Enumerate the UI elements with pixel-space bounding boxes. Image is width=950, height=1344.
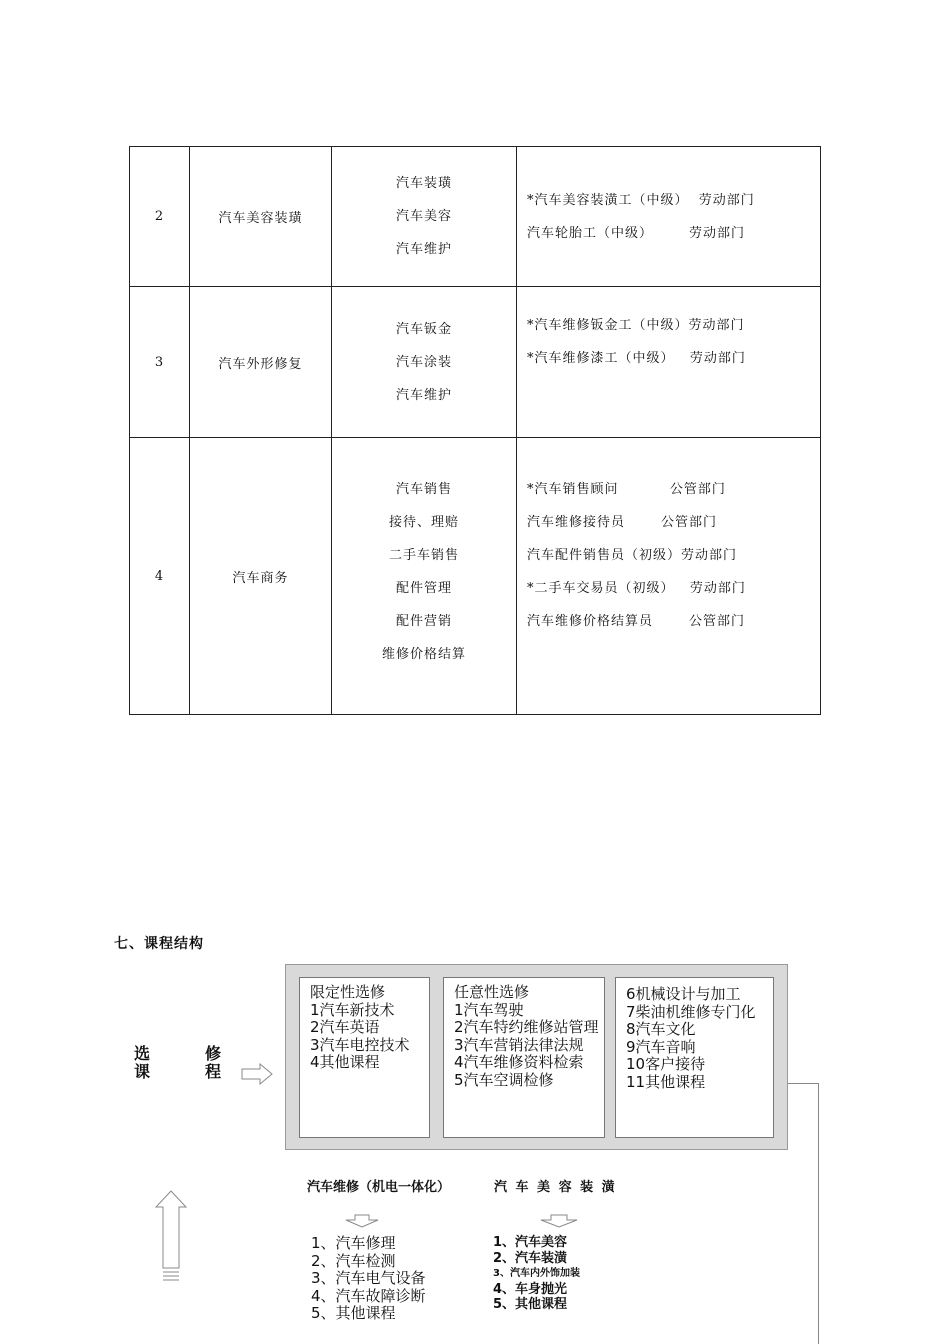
cert-item <box>527 184 820 217</box>
row-direction: 汽车美容装璜 <box>190 147 332 287</box>
track-course-list <box>311 1235 426 1323</box>
module-item: 汽车销售 <box>395 482 452 497</box>
elective-label-2b: 程 <box>205 1062 222 1081</box>
list-item: 3、汽车内外饰加装 <box>493 1268 580 1279</box>
course-item: 6机械设计与加工 <box>626 985 741 1003</box>
course-item: 4其他课程 <box>310 1053 380 1071</box>
elective-label-1b: 修 <box>205 1044 222 1063</box>
track-title-beauty: 汽 车 美 容 装 潢 <box>494 1180 617 1195</box>
course-item: 8汽车文化 <box>626 1020 696 1038</box>
course-item: 3汽车电控技术 <box>310 1035 410 1054</box>
down-arrow-icon <box>540 1214 578 1228</box>
row-modules <box>332 147 517 287</box>
course-item: 9汽车音响 <box>626 1037 696 1056</box>
cert-dept: 公管部门 <box>688 614 745 629</box>
cert-name: *二手车交易员（初级） <box>527 581 675 596</box>
course-item: 2汽车英语 <box>310 1018 380 1036</box>
cert-name: 汽车配件销售员（初级） <box>527 548 682 563</box>
module-item: 汽车维护 <box>395 387 452 403</box>
cert-dept: 劳动部门 <box>689 351 746 366</box>
module-item: 汽车涂装 <box>395 354 452 370</box>
row-certs <box>517 287 821 438</box>
row-number: 3 <box>130 287 190 438</box>
cert-item <box>527 506 820 539</box>
list-item: 5、其他课程 <box>493 1297 568 1312</box>
module-item: 汽车钣金 <box>395 321 452 337</box>
optional-elective-box-continued <box>615 977 774 1138</box>
module-item: 接待、理赔 <box>388 515 459 530</box>
row-certs <box>517 438 821 715</box>
list-item: 4、车身抛光 <box>493 1281 568 1297</box>
section-title: 七、课程结构 <box>114 936 204 952</box>
row-modules <box>332 287 517 438</box>
cert-name: *汽车维修钣金工（中级） <box>527 318 689 333</box>
track-title-maintenance: 汽车维修（机电一体化） <box>307 1180 451 1195</box>
elective-label-2a: 课 <box>134 1062 151 1081</box>
course-item: 1汽车新技术 <box>310 1000 395 1019</box>
elective-label-1a: 选 <box>134 1044 151 1063</box>
box-heading: 限定性选修 <box>310 983 386 1001</box>
cert-dept: 劳动部门 <box>688 225 745 241</box>
box-heading: 任意性选修 <box>454 983 530 1001</box>
cert-item <box>527 217 820 250</box>
row-number: 2 <box>130 147 190 287</box>
row-number: 4 <box>130 438 190 715</box>
table-row <box>130 287 821 438</box>
up-arrow-icon <box>155 1190 187 1282</box>
list-item: 1、汽车修理 <box>311 1234 396 1252</box>
module-item: 二手车销售 <box>388 548 459 563</box>
connector-line <box>788 1083 819 1084</box>
course-item: 11其他课程 <box>626 1072 706 1091</box>
cert-item <box>527 539 820 572</box>
table-row <box>130 147 821 287</box>
list-item: 2、汽车检测 <box>311 1251 396 1270</box>
module-item: 汽车装璜 <box>395 176 452 191</box>
list-item: 3、汽车电气设备 <box>311 1269 426 1287</box>
module-item: 维修价格结算 <box>381 647 466 662</box>
cert-name: 汽车轮胎工（中级） <box>527 225 654 241</box>
cert-dept: 公管部门 <box>669 482 726 497</box>
cert-dept: 公管部门 <box>660 515 717 530</box>
connector-line <box>818 1083 819 1344</box>
optional-elective-box <box>443 977 605 1138</box>
course-item: 5汽车空调检修 <box>454 1070 554 1089</box>
cert-dept: 劳动部门 <box>681 548 738 563</box>
course-item: 3汽车营销法律法规 <box>454 1035 584 1054</box>
module-item: 汽车美容 <box>395 209 452 224</box>
right-arrow-icon <box>241 1063 273 1085</box>
track-course-list <box>493 1235 580 1313</box>
row-direction: 汽车外形修复 <box>190 287 332 438</box>
module-item: 配件管理 <box>395 581 452 596</box>
cert-name: *汽车维修漆工（中级） <box>527 351 675 366</box>
row-direction: 汽车商务 <box>190 438 332 715</box>
list-item: 5、其他课程 <box>311 1304 396 1322</box>
course-item: 7柴油机维修专门化 <box>626 1002 756 1021</box>
cert-item <box>527 309 820 342</box>
career-cert-table <box>129 146 821 715</box>
module-item: 配件营销 <box>395 614 452 629</box>
cert-dept: 劳动部门 <box>698 192 755 208</box>
cert-dept: 劳动部门 <box>689 581 746 596</box>
down-arrow-icon <box>345 1214 379 1228</box>
cert-dept: 劳动部门 <box>688 318 745 333</box>
course-item: 2汽车特约维修站管理 <box>454 1018 599 1036</box>
cert-name: 汽车维修价格结算员 <box>527 614 654 629</box>
row-certs <box>517 147 821 287</box>
cert-item <box>527 605 820 638</box>
cert-item <box>527 473 820 506</box>
list-item: 1、汽车美容 <box>493 1235 568 1250</box>
course-item: 1汽车驾驶 <box>454 1000 524 1019</box>
cert-name: 汽车维修接待员 <box>527 515 626 530</box>
row-modules <box>332 438 517 715</box>
cert-item <box>527 572 820 605</box>
list-item: 4、汽车故障诊断 <box>311 1286 426 1305</box>
course-item: 4汽车维修资料检索 <box>454 1053 584 1071</box>
restricted-elective-box <box>299 977 430 1138</box>
cert-name: *汽车销售顾问 <box>527 482 619 497</box>
cert-item <box>527 342 820 375</box>
module-item: 汽车维护 <box>395 242 452 257</box>
course-item: 10客户接待 <box>626 1055 706 1073</box>
list-item: 2、汽车装潢 <box>493 1250 568 1266</box>
table-row <box>130 438 821 715</box>
cert-name: *汽车美容装潢工（中级） <box>527 192 689 208</box>
